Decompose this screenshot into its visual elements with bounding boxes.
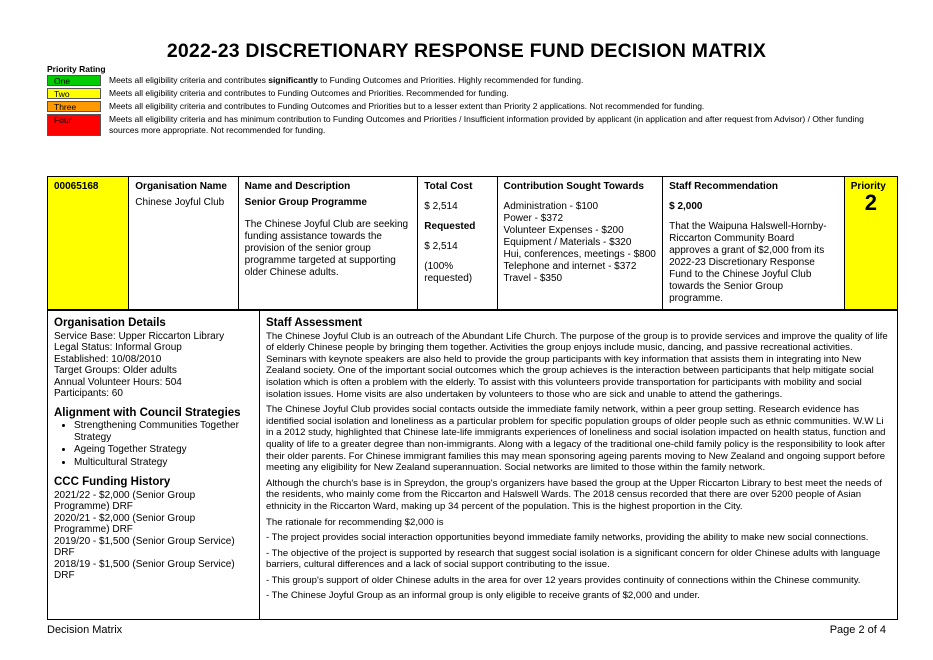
contribution-item: Equipment / Materials - $320 <box>503 237 632 248</box>
funding-history-item: 2019/20 - $1,500 (Senior Group Service) DRF <box>54 535 235 558</box>
org-name: Chinese Joyful Club <box>135 197 225 208</box>
funding-history-heading: CCC Funding History <box>54 476 171 488</box>
contribution-item: Power - $372 <box>503 213 564 224</box>
footer-page-number: Page 2 of 4 <box>829 624 886 636</box>
org-name-heading: Organisation Name <box>135 181 227 192</box>
priority-cell <box>844 177 897 310</box>
assessment-paragraph: The Chinese Joyful Club provides social contacts outside the immediate family network, within a peer group setting. Research evidence has identified social isolation and loneliness as a particular problem for specific population groups of older people such as ethnic communities. W.W Li in a 2012 study, highlighted that Chinese late-life immigrants experiences of loneliness and social isolation impacted on health status, function and quality of life to a greater degree than non-immigrants. Along with a legacy of the traditional one-child family policy is the responsibility to look after their older parents. For Chinese immigrant families this may mean sponsoring ageing parents moving to New Zealand and ongoing support before meeting any eligibility for New Zealand superannuation. Social networks are limited to those within the family network. <box>266 404 886 474</box>
requested-heading: Requested <box>424 221 476 232</box>
page-title: 2022-23 DISCRETIONARY RESPONSE FUND DECISION MATRIX <box>166 40 767 62</box>
project-description: The Chinese Joyful Club are seeking funding assistance towards the provision of the senior group programme targeted at supporting older Chinese adults. <box>244 219 409 278</box>
assessment-paragraph: The rationale for recommending $2,000 is <box>266 516 444 528</box>
name-description-cell <box>238 177 418 310</box>
requested-percent: (100% requested) <box>424 261 473 284</box>
cost-cell <box>418 177 497 310</box>
assessment-paragraph: - The project provides social interaction opportunities beyond immediate family networks, providing the ability to make new social connections. <box>266 532 869 544</box>
priority-desc-one-b: to Funding Outcomes and Priorities. Highly recommended for funding. <box>317 75 584 85</box>
priority-swatch-three: Three <box>47 101 101 112</box>
funding-history-item: 2018/19 - $1,500 (Senior Group Service) DRF <box>54 558 235 581</box>
priority-legend-row <box>47 101 869 112</box>
assessment-paragraph: Although the church's base is in Spreydon, the group's organizers have based the group at the Upper Riccarton Library to best meet the needs of the residents, who mainly come from the Riccarton and Halswell Wards. The 2018 census recorded that there are over 5200 people of Asian ethnicity in the Riccarton Ward, making up 34 percent of the population. This is the highest proportion in the City. <box>266 477 882 512</box>
contribution-item: Travel - $350 <box>503 273 563 284</box>
alignment-heading: Alignment with Council Strategies <box>54 406 241 419</box>
contribution-item: Volunteer Expenses - $200 <box>503 225 624 236</box>
priority-value: 2 <box>864 190 877 215</box>
contribution-item: Telephone and internet - $372 <box>503 261 637 272</box>
staff-recommendation-text: That the Waipuna Halswell-Hornby-Riccarton Community Board approves a grant of $2,000 from its 2022-23 Discretionary Response Fund to the Chinese Joyful Club towards the Senior Group programme. <box>669 221 827 304</box>
priority-desc-one <box>109 75 869 86</box>
strategy-item: • Multicultural Strategy <box>74 457 253 469</box>
org-detail-line: Established: 10/08/2010 <box>54 353 162 365</box>
org-details-heading: Organisation Details <box>54 317 166 329</box>
org-detail-line: Participants: 60 <box>54 388 123 399</box>
org-detail-line: Annual Volunteer Hours: 504 <box>54 376 182 388</box>
contribution-item: Hui, conferences, meetings - $800 <box>503 249 656 260</box>
priority-heading: Priority <box>850 181 886 192</box>
priority-swatch-two: Two <box>47 88 101 99</box>
total-cost-heading: Total Cost <box>424 181 473 192</box>
contribution-cell <box>497 177 663 310</box>
strategy-item: • Ageing Together Strategy <box>74 444 253 456</box>
funding-history-item: 2021/22 - $2,000 (Senior Group Programme) DRF <box>54 489 196 512</box>
staff-recommendation-heading: Staff Recommendation <box>669 181 779 192</box>
priority-desc-four: Meets all eligibility criteria and has minimum contribution to Funding Outcomes and Priorities / Insufficient information provided by applicant (in application and after request from Advisor) / Other funding sources more appropriate. Not recommended for funding. <box>109 114 864 135</box>
priority-desc-one-bold: significantly <box>268 75 318 85</box>
funding-history-item: 2020/21 - $2,000 (Senior Group Programme) DRF <box>54 512 196 535</box>
application-id-cell <box>48 177 129 310</box>
assessment-paragraph: - The Chinese Joyful Group as an informal group is only eligible to receive grants of $2,000 and under. <box>266 590 700 602</box>
priority-desc-two: Meets all eligibility criteria and contributes to Funding Outcomes and Priorities. Recommended for funding. <box>109 88 509 98</box>
total-cost: $ 2,514 <box>424 201 458 212</box>
application-table <box>47 176 898 310</box>
name-description-heading: Name and Description <box>244 181 351 192</box>
priority-swatch-four: Four <box>47 114 101 136</box>
requested-amount: $ 2,514 <box>424 241 458 252</box>
assessment-paragraph: - This group's support of older Chinese adults in the area for over 12 years provides continuity of connections within the Chinese community. <box>266 574 861 586</box>
priority-legend-row <box>47 114 869 136</box>
footer-doc-name: Decision Matrix <box>47 624 123 636</box>
org-detail-line: Target Groups: Older adults <box>54 365 177 376</box>
assessment-paragraph: - The objective of the project is supported by research that suggest social isolation is a significant concern for older Chinese adults with language barriers, cultural differences and a lack of social support contributing to the issue. <box>266 547 881 571</box>
staff-assessment-heading: Staff Assessment <box>266 317 363 329</box>
org-detail-line: Service Base: Upper Riccarton Library <box>54 330 225 342</box>
priority-legend-row <box>47 75 869 86</box>
assessment-section <box>47 310 898 620</box>
priority-swatch-one: One <box>47 75 101 86</box>
staff-recommendation-cell <box>663 177 845 310</box>
priority-desc-one-a: Meets all eligibility criteria and contributes <box>109 75 269 85</box>
contribution-item: Administration - $100 <box>503 201 599 212</box>
application-id: 00065168 <box>54 181 99 192</box>
staff-assessment-panel <box>260 311 897 619</box>
strategy-item: • Strengthening Communities Together Strategy <box>74 420 253 443</box>
contribution-heading: Contribution Sought Towards <box>503 181 644 192</box>
staff-recommendation-amount: $ 2,000 <box>669 201 703 212</box>
org-detail-line: Legal Status: Informal Group <box>54 342 182 353</box>
org-name-cell <box>129 177 238 310</box>
priority-desc-three: Meets all eligibility criteria and contributes to Funding Outcomes and Priorities but to a lesser extent than Priority 2 applications. Not recommended for funding. <box>109 101 705 111</box>
project-name: Senior Group Programme <box>244 197 367 208</box>
organisation-panel <box>48 311 260 619</box>
assessment-paragraph: The Chinese Joyful Club is an outreach of the Abundant Life Church. The purpose of the group is to provide services and improve the quality of life of elderly Chinese people by bringing them together. Activities the group enjoys include music, dancing, and passive recreational activities. Seminars with keynote speakers are also held to provide the group participants with key information that assists them in integrating into New Zealand society. One of the important social outcomes which the group achieves is the interaction between participants that help mitigate social isolation which is often a problem with the elderly. To assist with this volunteers provide transportation for participants with mobility and social isolation issues. Home visits are also undertaken by volunteers to those who are sick and unable to attend the gatherings. <box>266 330 888 400</box>
priority-legend-row <box>47 88 869 99</box>
priority-rating-heading: Priority Rating <box>47 64 106 74</box>
strategy-list <box>54 420 253 468</box>
